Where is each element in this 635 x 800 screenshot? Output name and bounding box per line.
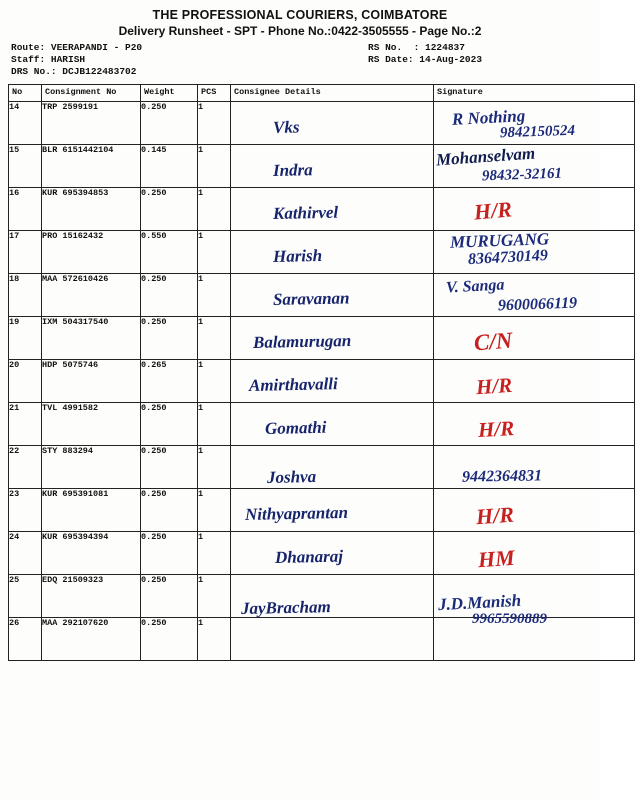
cell-signature bbox=[434, 317, 635, 360]
meta-right-column bbox=[368, 42, 482, 66]
cell-consignee bbox=[231, 317, 434, 360]
cell-consignee bbox=[231, 360, 434, 403]
col-header-pcs: PCS bbox=[198, 85, 231, 102]
handwritten-signature-name: H/R bbox=[477, 416, 515, 442]
cell-weight: 0.265 bbox=[141, 360, 198, 403]
cell-consignment: STY 883294 bbox=[42, 446, 141, 489]
cell-consignment: MAA 572610426 bbox=[42, 274, 141, 317]
cell-signature bbox=[434, 489, 635, 532]
handwritten-consignee: Kathirvel bbox=[272, 202, 339, 223]
cell-consignee bbox=[231, 446, 434, 489]
cell-pcs: 1 bbox=[198, 575, 231, 618]
cell-no: 16 bbox=[9, 188, 42, 231]
cell-pcs: 1 bbox=[198, 145, 231, 188]
cell-no: 14 bbox=[9, 102, 42, 145]
cell-consignee bbox=[231, 145, 434, 188]
cell-no: 22 bbox=[9, 446, 42, 489]
runsheet-table bbox=[8, 84, 635, 661]
cell-consignee bbox=[231, 231, 434, 274]
handwritten-signature-name: Mohanselvam bbox=[435, 143, 536, 170]
col-header-consignment: Consignment No bbox=[42, 85, 141, 102]
cell-signature bbox=[434, 446, 635, 489]
col-header-consignee: Consignee Details bbox=[231, 85, 434, 102]
cell-consignee bbox=[231, 489, 434, 532]
cell-consignee bbox=[231, 274, 434, 317]
table-row bbox=[9, 532, 635, 575]
handwritten-consignee: Nithyaprantan bbox=[244, 502, 349, 524]
cell-weight: 0.250 bbox=[141, 532, 198, 575]
rs-no-line: RS No. : 1224837 bbox=[368, 42, 465, 53]
handwritten-consignee: Saravanan bbox=[272, 288, 350, 309]
handwritten-signature-name: J.D.Manish bbox=[437, 590, 522, 615]
handwritten-consignee: Vks bbox=[272, 117, 300, 137]
cell-signature bbox=[434, 102, 635, 145]
cell-weight: 0.250 bbox=[141, 403, 198, 446]
cell-signature bbox=[434, 360, 635, 403]
handwritten-signature-phone: 8364730149 bbox=[467, 246, 549, 269]
cell-pcs: 1 bbox=[198, 618, 231, 661]
cell-weight: 0.250 bbox=[141, 489, 198, 532]
handwritten-signature-phone: 9842150524 bbox=[499, 122, 576, 142]
cell-no: 24 bbox=[9, 532, 42, 575]
cell-signature bbox=[434, 188, 635, 231]
company-title: THE PROFESSIONAL COURIERS, COIMBATORE bbox=[152, 8, 448, 22]
document-body bbox=[8, 4, 592, 667]
cell-pcs: 1 bbox=[198, 360, 231, 403]
cell-consignee bbox=[231, 403, 434, 446]
cell-weight: 0.250 bbox=[141, 102, 198, 145]
col-header-no: No bbox=[9, 85, 42, 102]
cell-signature bbox=[434, 618, 635, 661]
handwritten-signature-name: C/N bbox=[473, 327, 514, 356]
table-header-row bbox=[9, 85, 635, 102]
cell-consignment: BLR 6151442104 bbox=[42, 145, 141, 188]
cell-consignment: KUR 695394394 bbox=[42, 532, 141, 575]
handwritten-signature-name: R Nothing bbox=[451, 106, 526, 129]
table-row bbox=[9, 231, 635, 274]
cell-weight: 0.145 bbox=[141, 145, 198, 188]
cell-weight: 0.250 bbox=[141, 618, 198, 661]
cell-no: 23 bbox=[9, 489, 42, 532]
handwritten-consignee: Joshva bbox=[266, 466, 317, 487]
table-row bbox=[9, 274, 635, 317]
cell-no: 17 bbox=[9, 231, 42, 274]
handwritten-signature-name: MURUGANG bbox=[449, 229, 550, 252]
handwritten-consignee: JayBracham bbox=[240, 597, 331, 618]
handwritten-consignee: Gomathi bbox=[264, 417, 327, 438]
handwritten-signature-name: V. Sanga bbox=[445, 276, 505, 297]
cell-consignment: HDP 5075746 bbox=[42, 360, 141, 403]
cell-consignee bbox=[231, 532, 434, 575]
cell-pcs: 1 bbox=[198, 102, 231, 145]
cell-no: 15 bbox=[9, 145, 42, 188]
handwritten-consignee: Dhanaraj bbox=[274, 546, 344, 567]
rs-date-line: RS Date: 14-Aug-2023 bbox=[368, 54, 483, 65]
drs-line: DRS No.: DCJB122483702 bbox=[11, 66, 137, 77]
cell-consignee bbox=[231, 188, 434, 231]
handwritten-signature-name: H/R bbox=[472, 196, 513, 225]
cell-pcs: 1 bbox=[198, 188, 231, 231]
cell-consignment: PRO 15162432 bbox=[42, 231, 141, 274]
document-subtitle: Delivery Runsheet - SPT - Phone No.:0422-3505555 - Page No.:2 bbox=[118, 24, 482, 38]
cell-no: 20 bbox=[9, 360, 42, 403]
handwritten-consignee: Harish bbox=[272, 245, 323, 266]
cell-weight: 0.250 bbox=[141, 575, 198, 618]
table-row bbox=[9, 618, 635, 661]
col-header-weight: Weight bbox=[141, 85, 198, 102]
table-body bbox=[9, 102, 635, 661]
table-row bbox=[9, 360, 635, 403]
page-bottom-spacer bbox=[8, 661, 592, 667]
cell-consignment: KUR 695394853 bbox=[42, 188, 141, 231]
table-row bbox=[9, 317, 635, 360]
cell-no: 21 bbox=[9, 403, 42, 446]
table-row bbox=[9, 102, 635, 145]
handwritten-signature-phone: 98432-32161 bbox=[481, 165, 563, 185]
handwritten-consignee: Indra bbox=[272, 160, 313, 180]
meta-left-column bbox=[11, 42, 142, 78]
handwritten-consignee: Balamurugan bbox=[252, 330, 352, 352]
cell-pcs: 1 bbox=[198, 446, 231, 489]
cell-consignment: TVL 4991582 bbox=[42, 403, 141, 446]
cell-no: 26 bbox=[9, 618, 42, 661]
handwritten-signature-phone: 9442364831 bbox=[461, 467, 543, 486]
table-row bbox=[9, 446, 635, 489]
cell-weight: 0.250 bbox=[141, 317, 198, 360]
table-row bbox=[9, 188, 635, 231]
cell-pcs: 1 bbox=[198, 274, 231, 317]
table-row bbox=[9, 403, 635, 446]
cell-no: 19 bbox=[9, 317, 42, 360]
handwritten-consignee: Amirthavalli bbox=[248, 374, 338, 395]
col-header-signature: Signature bbox=[434, 85, 635, 102]
cell-signature bbox=[434, 403, 635, 446]
cell-signature bbox=[434, 532, 635, 575]
meta-block bbox=[8, 42, 592, 82]
cell-signature bbox=[434, 231, 635, 274]
route-line: Route: VEERAPANDI - P20 bbox=[11, 42, 143, 53]
cell-pcs: 1 bbox=[198, 532, 231, 575]
cell-no: 25 bbox=[9, 575, 42, 618]
staff-line: Staff: HARISH bbox=[11, 54, 86, 65]
cell-consignee bbox=[231, 575, 434, 618]
cell-pcs: 1 bbox=[198, 489, 231, 532]
handwritten-signature-name: H/R bbox=[475, 372, 513, 400]
cell-consignment: IXM 504317540 bbox=[42, 317, 141, 360]
cell-consignment: MAA 292107620 bbox=[42, 618, 141, 661]
cell-pcs: 1 bbox=[198, 317, 231, 360]
cell-signature bbox=[434, 145, 635, 188]
cell-consignment: KUR 695391081 bbox=[42, 489, 141, 532]
handwritten-signature-phone: 9600066119 bbox=[497, 294, 578, 315]
cell-weight: 0.250 bbox=[141, 446, 198, 489]
cell-consignee bbox=[231, 618, 434, 661]
table-row bbox=[9, 575, 635, 618]
cell-consignment: TRP 2599191 bbox=[42, 102, 141, 145]
cell-no: 18 bbox=[9, 274, 42, 317]
cell-signature bbox=[434, 575, 635, 627]
handwritten-signature-name: H/R bbox=[475, 501, 515, 530]
cell-consignment: EDQ 21509323 bbox=[42, 575, 141, 618]
table-row bbox=[9, 489, 635, 532]
handwritten-signature-phone: 9965590889 bbox=[472, 611, 547, 627]
cell-pcs: 1 bbox=[198, 231, 231, 274]
table-row bbox=[9, 145, 635, 188]
cell-consignee bbox=[231, 102, 434, 145]
handwritten-signature-name: HM bbox=[477, 544, 516, 573]
cell-weight: 0.550 bbox=[141, 231, 198, 274]
cell-pcs: 1 bbox=[198, 403, 231, 446]
cell-weight: 0.250 bbox=[141, 274, 198, 317]
cell-signature bbox=[434, 274, 635, 317]
cell-weight: 0.250 bbox=[141, 188, 198, 231]
